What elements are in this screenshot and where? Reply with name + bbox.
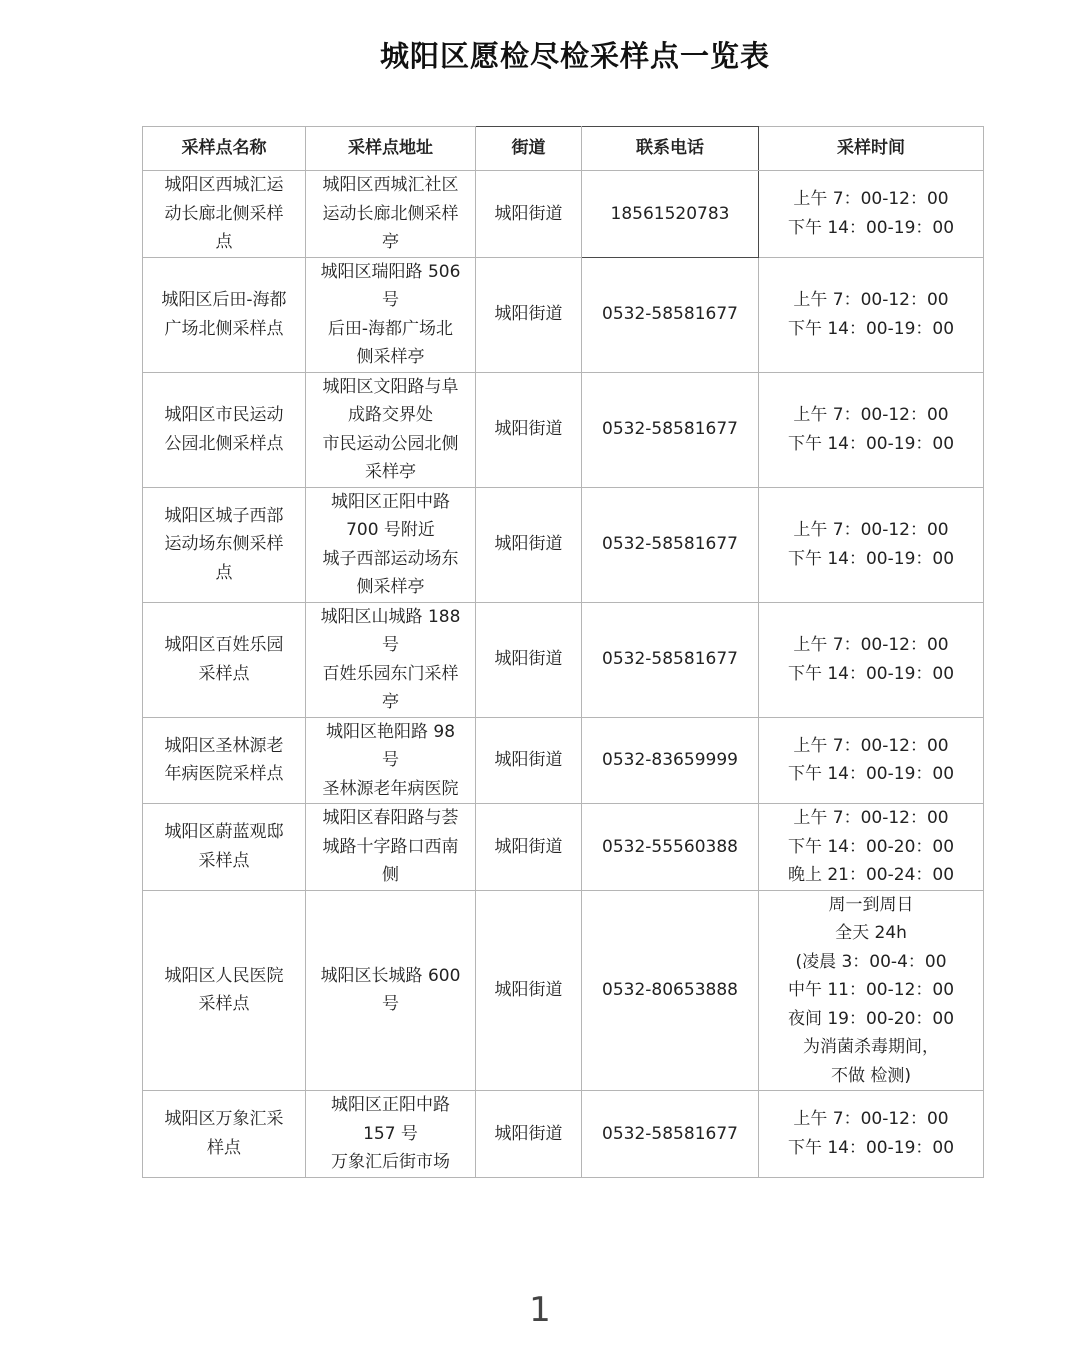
cell-text-line: 下午 14：00-20：00 [787, 836, 955, 857]
table-header-row [143, 127, 984, 171]
site-name-cell [143, 257, 306, 372]
cell-text-line: 号 [382, 635, 399, 655]
cell-text-line: 上午 7：00-12：00 [793, 405, 949, 425]
cell-text-line: 下午 14：00-19：00 [787, 764, 955, 785]
cell-text-line: 157 号 [363, 1123, 418, 1144]
street-cell: 城阳街道 [476, 372, 582, 487]
cell-text-line: 运动长廊北侧采样 [322, 203, 459, 224]
cell-text-line: 市民运动公园北侧 [322, 433, 459, 454]
phone-cell: 0532-55560388 [582, 804, 759, 891]
site-address-cell [306, 890, 476, 1091]
cell-text-line: 城阳区山城路 188 [320, 606, 461, 627]
sampling-sites-table [142, 126, 984, 1178]
cell-text-line: 上午 7：00-12：00 [793, 520, 949, 540]
cell-text-line: 城阳区正阳中路 [331, 1095, 450, 1115]
table-row [143, 890, 984, 1091]
phone-cell: 0532-80653888 [582, 890, 759, 1091]
cell-text-line: 采样点 [198, 663, 250, 684]
table-row [143, 257, 984, 372]
header-phone: 联系电话 [582, 127, 759, 171]
cell-text-line: 城阳区圣林源老 [164, 735, 284, 756]
document-title: 城阳区愿检尽检采样点一览表 [379, 39, 770, 73]
site-address-cell [306, 717, 476, 804]
cell-text-line: 城阳区万象汇采 [164, 1109, 284, 1130]
cell-text-line: 广场北侧采样点 [164, 318, 284, 339]
sampling-time-cell [759, 171, 984, 258]
cell-text-line: 样点 [207, 1137, 241, 1158]
site-address-cell [306, 487, 476, 602]
table-row [143, 602, 984, 717]
cell-text-line: 下午 14：00-19：00 [787, 663, 955, 684]
cell-text-line: 上午 7：00-12：00 [793, 290, 949, 310]
site-name-cell [143, 372, 306, 487]
cell-text-line: 为消菌杀毒期间， [803, 1037, 939, 1057]
cell-text-line: 采样点 [198, 994, 250, 1015]
phone-cell: 0532-58581677 [582, 1091, 759, 1178]
cell-text-line: 城阳区蔚蓝观邸 [164, 822, 284, 843]
street-cell: 城阳街道 [476, 717, 582, 804]
cell-text-line: 城阳区艳阳路 98 [325, 721, 456, 742]
cell-text-line: 城路十字路口西南 [322, 836, 459, 857]
street-cell: 城阳街道 [476, 257, 582, 372]
cell-text-line: 亭 [382, 692, 399, 712]
cell-text-line: 采样亭 [365, 462, 416, 482]
phone-cell: 0532-58581677 [582, 602, 759, 717]
cell-text-line: 运动场东侧采样 [164, 534, 284, 555]
cell-text-line: 年病医院采样点 [164, 764, 284, 785]
street-cell: 城阳街道 [476, 1091, 582, 1178]
cell-text-line: 夜间 19：00-20：00 [787, 1008, 955, 1029]
cell-text-line: 侧采样亭 [356, 347, 425, 367]
cell-text-line: 700 号附近 [346, 520, 435, 540]
cell-text-line: 城阳区文阳路与阜 [322, 376, 459, 397]
site-name-cell [143, 1091, 306, 1178]
cell-text-line: 亭 [382, 232, 399, 252]
cell-text-line: 城阳区百姓乐园 [164, 635, 284, 655]
site-address-cell [306, 602, 476, 717]
cell-text-line: 点 [215, 232, 233, 252]
site-name-cell [143, 804, 306, 891]
cell-text-line: 中午 11：00-12：00 [787, 980, 955, 1000]
sampling-time-cell [759, 372, 984, 487]
cell-text-line: 上午 7：00-12：00 [793, 635, 949, 655]
cell-text-line: 上午 7：00-12：00 [793, 735, 949, 756]
cell-text-line: 下午 14：00-19：00 [787, 318, 955, 339]
cell-text-line: 号 [382, 750, 399, 770]
cell-text-line: 点 [215, 562, 233, 583]
phone-cell: 18561520783 [582, 171, 759, 258]
header-site-name: 采样点名称 [143, 127, 306, 171]
cell-text-line: 城阳区后田-海都 [161, 290, 287, 310]
street-cell: 城阳街道 [476, 804, 582, 891]
phone-cell: 0532-58581677 [582, 257, 759, 372]
header-sampling-time: 采样时间 [759, 127, 984, 171]
cell-text-line: 城阳区人民医院 [164, 965, 284, 986]
table-row [143, 804, 984, 891]
cell-text-line: 下午 14：00-19：00 [787, 217, 955, 238]
street-cell: 城阳街道 [476, 890, 582, 1091]
cell-text-line: 城阳区西城汇社区 [322, 175, 459, 195]
site-name-cell [143, 890, 306, 1091]
cell-text-line: 百姓乐园东门采样 [322, 663, 459, 684]
site-name-cell [143, 487, 306, 602]
cell-text-line: 采样点 [198, 850, 250, 871]
site-address-cell [306, 171, 476, 258]
cell-text-line: 城阳区春阳路与荟 [322, 808, 459, 828]
site-address-cell [306, 1091, 476, 1178]
sampling-time-cell [759, 890, 984, 1091]
cell-text-line: 公园北侧采样点 [164, 433, 284, 454]
cell-text-line: 城阳区瑞阳路 506 [320, 261, 461, 282]
table-body [143, 171, 984, 1178]
cell-text-line: 号 [382, 290, 399, 310]
site-address-cell [306, 372, 476, 487]
cell-text-line: 城子西部运动场东 [322, 548, 459, 569]
cell-text-line: 下午 14：00-19：00 [787, 548, 955, 569]
cell-text-line: 成路交界处 [348, 405, 433, 425]
cell-text-line: 晚上 21：00-24：00 [787, 865, 955, 885]
cell-text-line: 城阳区长城路 600 [320, 965, 461, 986]
sampling-time-cell [759, 717, 984, 804]
cell-text-line: 城阳区城子西部 [164, 505, 284, 526]
site-address-cell [306, 804, 476, 891]
cell-text-line: (凌晨 3：00-4：00 [795, 951, 947, 972]
cell-text-line: 万象汇后街市场 [331, 1152, 450, 1172]
page-number: 1 [529, 1290, 551, 1330]
table-row [143, 171, 984, 258]
cell-text-line: 下午 14：00-19：00 [787, 433, 955, 454]
header-street: 街道 [476, 127, 582, 171]
cell-text-line: 上午 7：00-12：00 [793, 808, 949, 828]
sampling-time-cell [759, 804, 984, 891]
cell-text-line: 后田-海都广场北 [327, 318, 454, 339]
phone-cell: 0532-58581677 [582, 487, 759, 602]
cell-text-line: 圣林源老年病医院 [322, 778, 459, 799]
phone-cell: 0532-58581677 [582, 372, 759, 487]
cell-text-line: 下午 14：00-19：00 [787, 1137, 955, 1158]
cell-text-line: 动长廊北侧采样 [164, 203, 284, 224]
site-name-cell [143, 717, 306, 804]
sampling-time-cell [759, 257, 984, 372]
cell-text-line: 城阳区西城汇运 [164, 175, 284, 195]
cell-text-line: 全天 24h [835, 923, 907, 943]
cell-text-line: 号 [382, 994, 399, 1015]
cell-text-line: 城阳区正阳中路 [331, 491, 450, 512]
street-cell: 城阳街道 [476, 487, 582, 602]
cell-text-line: 侧 [382, 865, 399, 885]
sampling-time-cell [759, 602, 984, 717]
site-name-cell [143, 602, 306, 717]
table-row [143, 717, 984, 804]
table-row [143, 1091, 984, 1178]
header-site-address: 采样点地址 [306, 127, 476, 171]
cell-text-line: 上午 7：00-12：00 [793, 1109, 949, 1130]
street-cell: 城阳街道 [476, 171, 582, 258]
table-row [143, 372, 984, 487]
sampling-time-cell [759, 1091, 984, 1178]
phone-cell: 0532-83659999 [582, 717, 759, 804]
cell-text-line: 城阳区市民运动 [164, 405, 284, 425]
sampling-time-cell [759, 487, 984, 602]
cell-text-line: 侧采样亭 [356, 577, 425, 597]
cell-text-line: 不做 检测) [830, 1065, 912, 1086]
site-address-cell [306, 257, 476, 372]
table-row [143, 487, 984, 602]
street-cell: 城阳街道 [476, 602, 582, 717]
site-name-cell [143, 171, 306, 258]
cell-text-line: 上午 7：00-12：00 [793, 189, 949, 210]
cell-text-line: 周一到周日 [828, 894, 914, 915]
